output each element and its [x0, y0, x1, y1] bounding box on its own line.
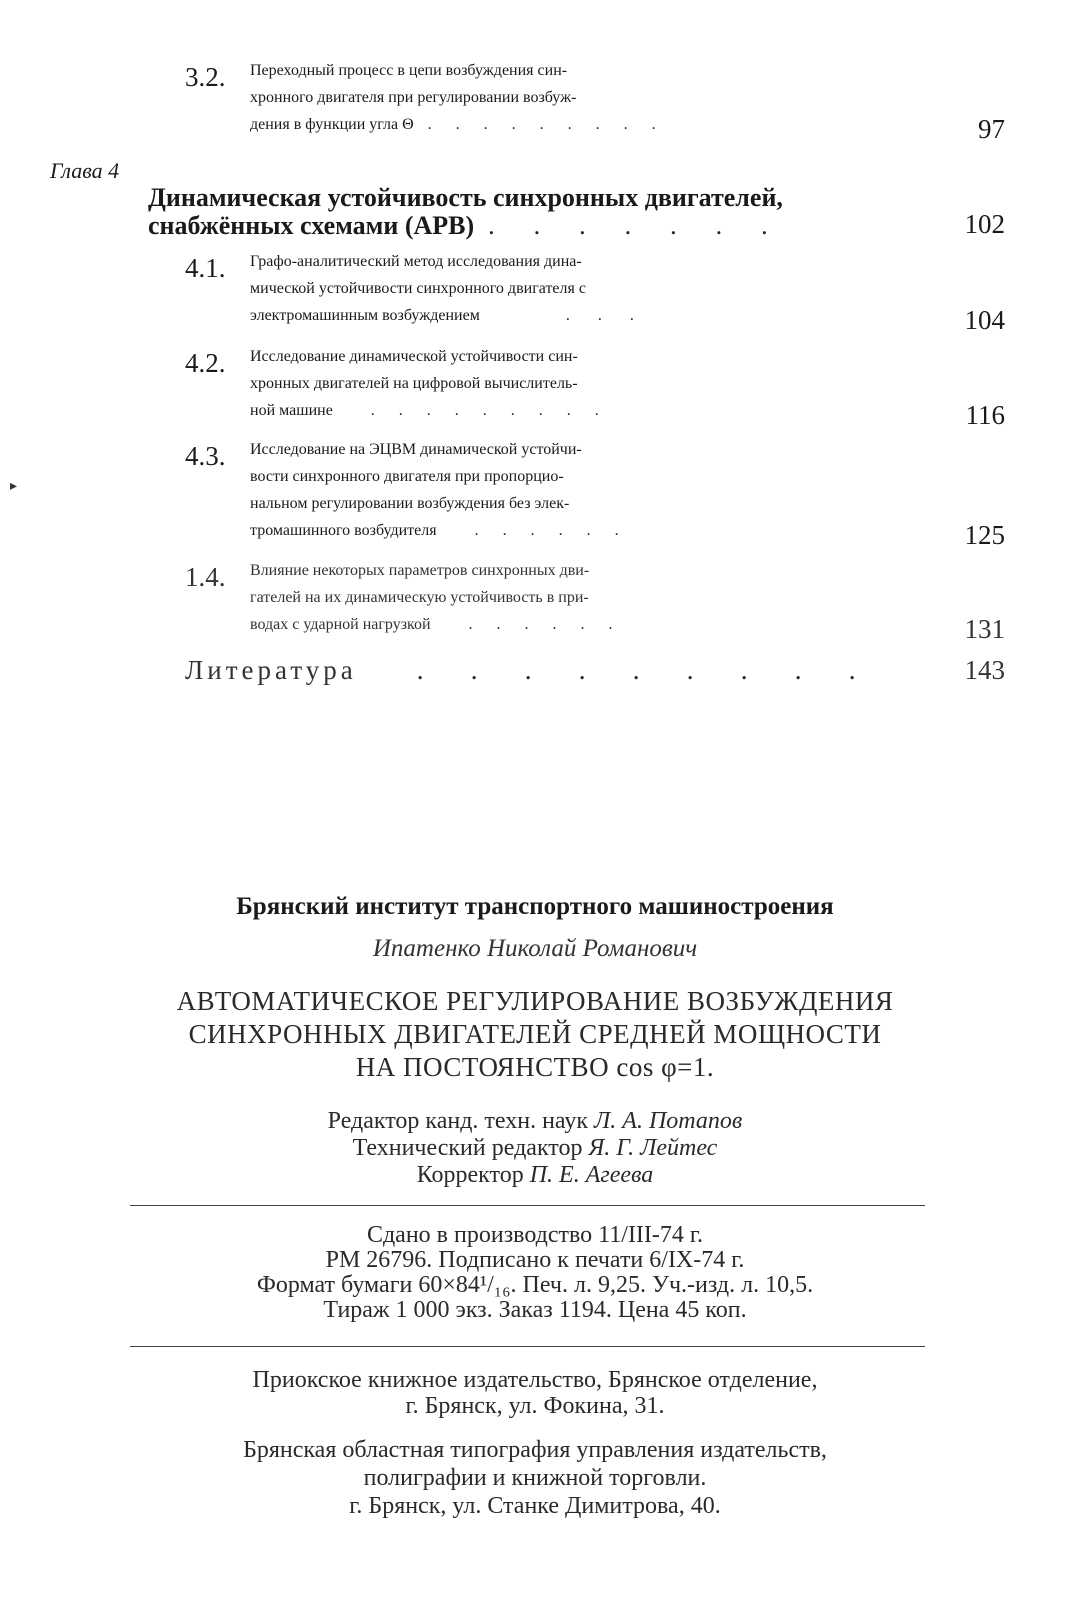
printer-line: Брянская областная типография управления издательств,	[243, 1437, 827, 1463]
production-line: Сдано в производство 11/III-74 г.	[366, 1222, 704, 1248]
chapter-title-line: Динамическая устойчивость синхронных двигателей,	[148, 183, 783, 212]
toc-entry-line: ной машине	[250, 402, 333, 419]
editor-role: Редактор канд. техн. наук	[327, 1108, 589, 1134]
book-title-line: АВТОМАТИЧЕСКОЕ РЕГУЛИРОВАНИЕ ВОЗБУЖДЕНИЯ	[176, 986, 894, 1016]
toc-entry-line: Литература	[185, 655, 357, 685]
toc-entry-number: 4.1.	[185, 253, 226, 283]
toc-entry-line: Исследование динамической устойчивости син-	[250, 348, 578, 365]
chapter-label: Глава 4	[50, 158, 120, 183]
toc-page-number: 97	[978, 114, 1005, 144]
publisher-line: Приокское книжное издательство, Брянское отделение,	[252, 1367, 818, 1393]
printer-line: полиграфии и книжной торговли.	[363, 1465, 707, 1491]
toc-entry-line: водах с ударной нагрузкой	[250, 616, 431, 633]
toc-entry-number: 4.3.	[185, 441, 226, 471]
margin-speck: ▸	[10, 479, 18, 494]
toc-entry-line: Переходный процесс в цепи возбуждения син-	[250, 62, 568, 79]
toc-page-number: 131	[964, 614, 1005, 644]
tech-editor-line	[80, 1135, 990, 1162]
toc-leader-dots: . . .	[493, 307, 634, 324]
production-line: Формат бумаги 60×84¹/₁₆. Печ. л. 9,25. Уч.-изд. л. 10,5.	[256, 1272, 814, 1298]
toc-leader-dots: . . . . . .	[450, 522, 619, 539]
divider-rule	[130, 1205, 925, 1206]
toc-page-number: 102	[964, 209, 1005, 239]
toc-entry-line: нальном регулировании возбуждения без элек-	[250, 495, 570, 512]
toc-entry-line: Влияние некоторых параметров синхронных дви-	[250, 562, 590, 579]
toc-leader-dots: . . . . . . . . .	[427, 116, 656, 133]
toc-entry-line: Графо-аналитический метод исследования дина-	[250, 253, 582, 270]
author-name: Ипатенко Николай Романович	[372, 935, 698, 962]
toc-entry-number: 1.4.	[185, 562, 226, 592]
tech-editor-role: Технический редактор	[352, 1135, 583, 1161]
toc-page-number: 116	[965, 400, 1005, 430]
toc-entry-line: хронного двигателя при регулировании возбуж-	[250, 89, 577, 106]
printer-info	[80, 1436, 990, 1520]
editor-name: Л. А. Потапов	[594, 1108, 743, 1134]
toc-entry-line: дения в функции угла Θ	[250, 116, 414, 133]
chapter-title	[148, 184, 908, 240]
book-title-line: СИНХРОННЫХ ДВИГАТЕЛЕЙ СРЕДНЕЙ МОЩНОСТИ	[188, 1019, 882, 1049]
toc-leader-dots: . . . . . . . . .	[416, 657, 856, 684]
publisher-line: г. Брянск, ул. Фокина, 31.	[405, 1393, 665, 1419]
toc-entry-line: тромашинного возбудителя	[250, 522, 437, 539]
editor-line	[80, 1108, 990, 1135]
divider-rule	[130, 1346, 925, 1347]
corrector-role: Корректор	[416, 1162, 524, 1188]
toc-page-number: 104	[964, 305, 1005, 335]
credits-block	[80, 1108, 990, 1189]
toc-entry-line: электромашинным возбуждением	[250, 307, 480, 324]
production-info	[80, 1223, 990, 1323]
toc-leader-dots: . . . . . .	[444, 616, 613, 633]
toc-entry-line: вости синхронного двигателя при пропорцио-	[250, 468, 564, 485]
toc-leader-dots: . . . . . . . . .	[346, 402, 599, 419]
book-title	[80, 985, 990, 1084]
printer-line: г. Брянск, ул. Станке Димитрова, 40.	[349, 1493, 721, 1519]
toc-entry-line: Исследование на ЭЦВМ динамической устойчи-	[250, 441, 582, 458]
toc-entry-line: гателей на их динамическую устойчивость в при-	[250, 589, 589, 606]
toc-page-number: 143	[964, 655, 1005, 685]
tech-editor-name: Я. Г. Лейтес	[588, 1135, 718, 1161]
book-title-line: НА ПОСТОЯНСТВО cos φ=1.	[355, 1052, 715, 1082]
corrector-name: П. Е. Агеева	[529, 1162, 654, 1188]
toc-entry-line: хронных двигателей на цифровой вычислитель-	[250, 375, 578, 392]
chapter-title-line: снабжённых схемами (АРВ)	[148, 211, 475, 240]
toc-entry-line: мической устойчивости синхронного двигателя с	[250, 280, 586, 297]
production-line: Тираж 1 000 экз. Заказ 1194. Цена 45 коп.	[323, 1297, 747, 1323]
toc-entry-number: 3.2.	[185, 62, 226, 92]
institute-name: Брянский институт транспортного машиностроения	[236, 893, 834, 920]
publisher-info	[80, 1367, 990, 1419]
toc-page-number: 125	[964, 520, 1005, 550]
toc-entry-number: 4.2.	[185, 348, 226, 378]
production-line: РМ 26796. Подписано к печати 6/IX-74 г.	[325, 1247, 745, 1273]
toc-leader-dots: . . . . . . .	[488, 212, 768, 240]
corrector-line	[80, 1162, 990, 1189]
